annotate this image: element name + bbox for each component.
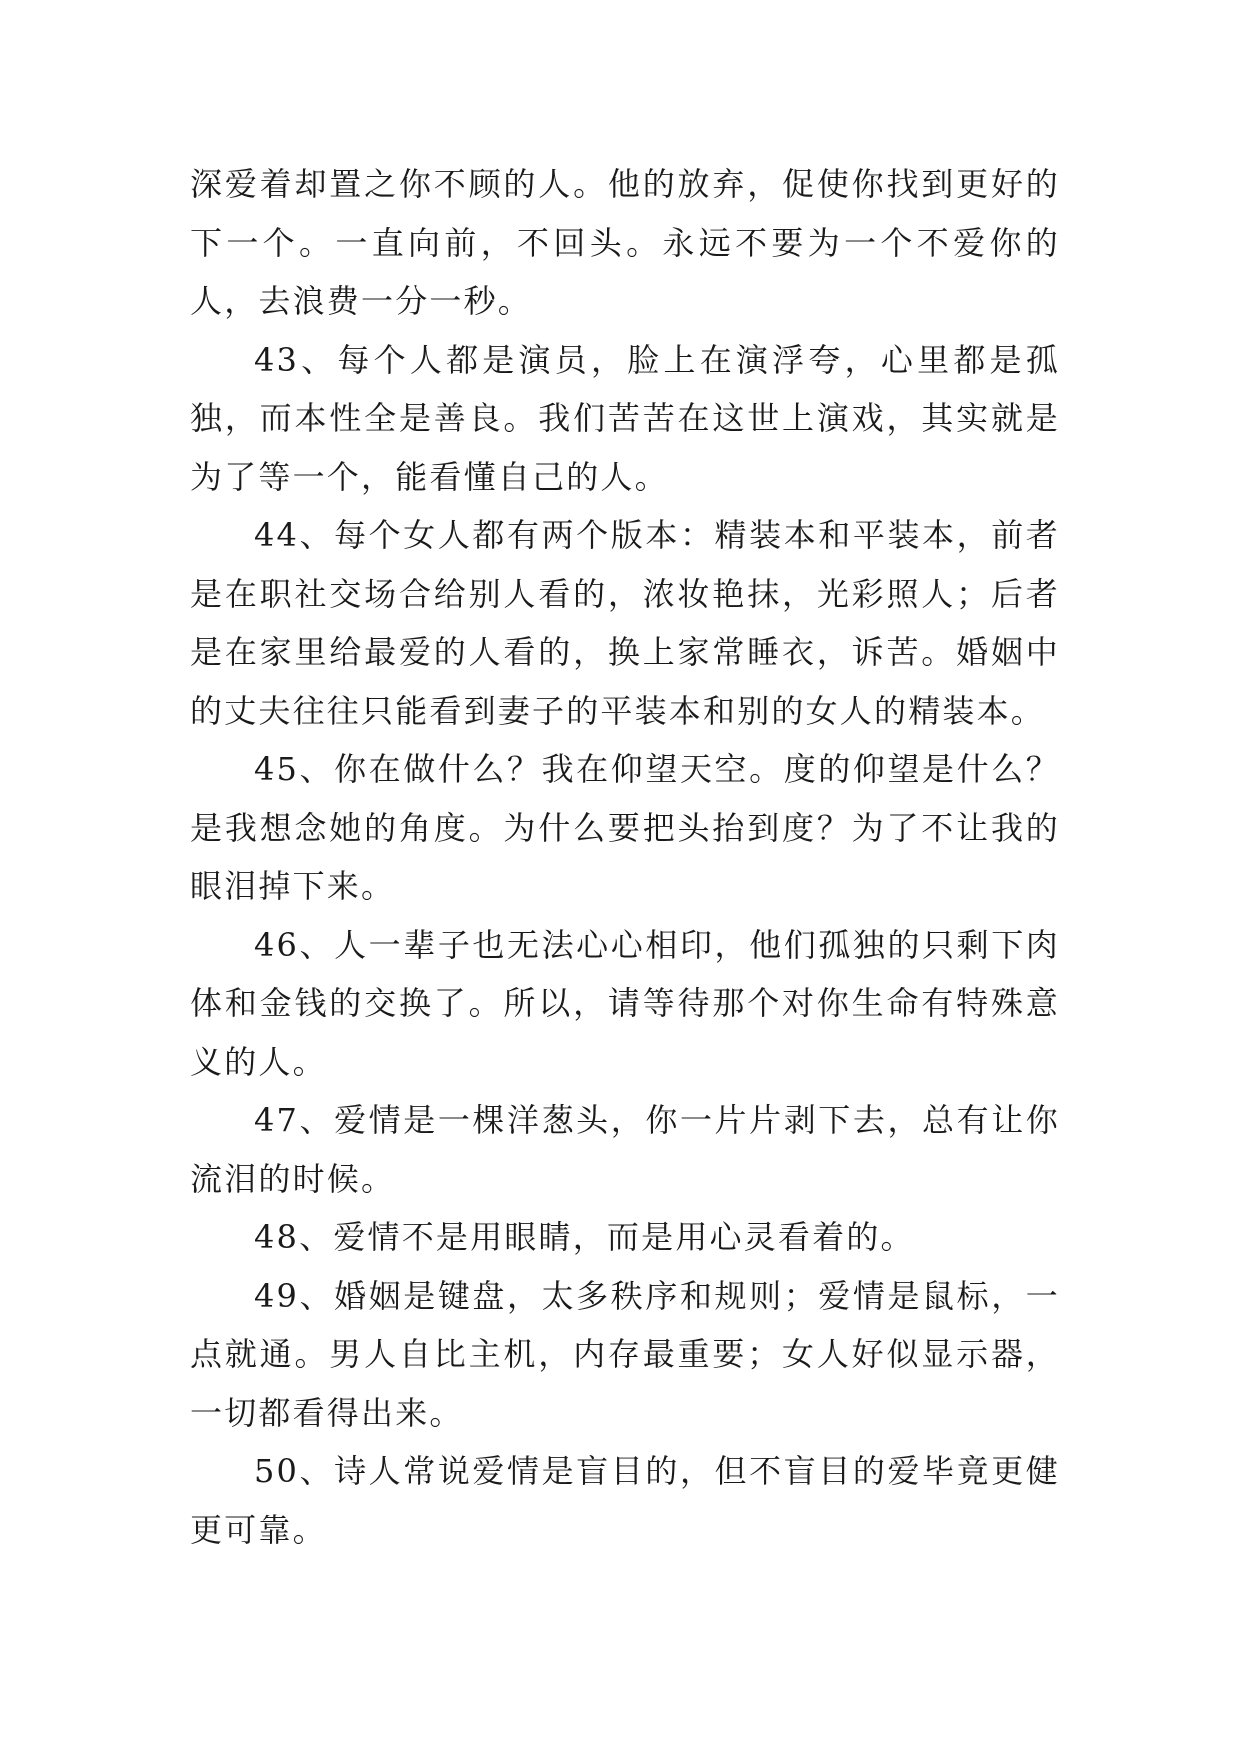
paragraph-44: 44、每个女人都有两个版本：精装本和平装本，前者是在职社交场合给别人看的，浓妆艳抹，光彩照人；后者是在家里给最爱的人看的，换上家常睡衣，诉苦。婚姻中的丈夫往往只能看到妻子的平装本和别的女人的精装本。 [190,516,1060,730]
paragraph-46: 46、人一辈子也无法心心相印，他们孤独的只剩下肉体和金钱的交换了。所以，请等待那个对你生命有特殊意义的人。 [190,925,1060,1081]
paragraph-continuation: 深爱着却置之你不顾的人。他的放弃，促使你找到更好的下一个。一直向前，不回头。永远不要为一个不爱你的人，去浪费一分一秒。 [190,165,1060,320]
paragraph-45: 45、你在做什么？我在仰望天空。度的仰望是什么？是我想念她的角度。为什么要把头抬到度？为了不让我的眼泪掉下来。 [190,750,1060,905]
paragraph-48: 48、爱情不是用眼睛，而是用心灵看着的。 [254,1218,915,1256]
paragraph-47: 47、爱情是一棵洋葱头，你一片片剥下去，总有让你流泪的时候。 [190,1101,1060,1198]
paragraph-50: 50、诗人常说爱情是盲目的，但不盲目的爱毕竟更健更可靠。 [190,1452,1060,1549]
paragraph-43: 43、每个人都是演员，脸上在演浮夸，心里都是孤独，而本性全是善良。我们苦苦在这世上演戏，其实就是为了等一个，能看懂自己的人。 [190,340,1060,496]
paragraph-49: 49、婚姻是键盘，太多秩序和规则；爱情是鼠标，一点就通。男人自比主机，内存最重要；女人好似显示器，一切都看得出来。 [190,1276,1060,1432]
document-body [190,155,1060,1559]
